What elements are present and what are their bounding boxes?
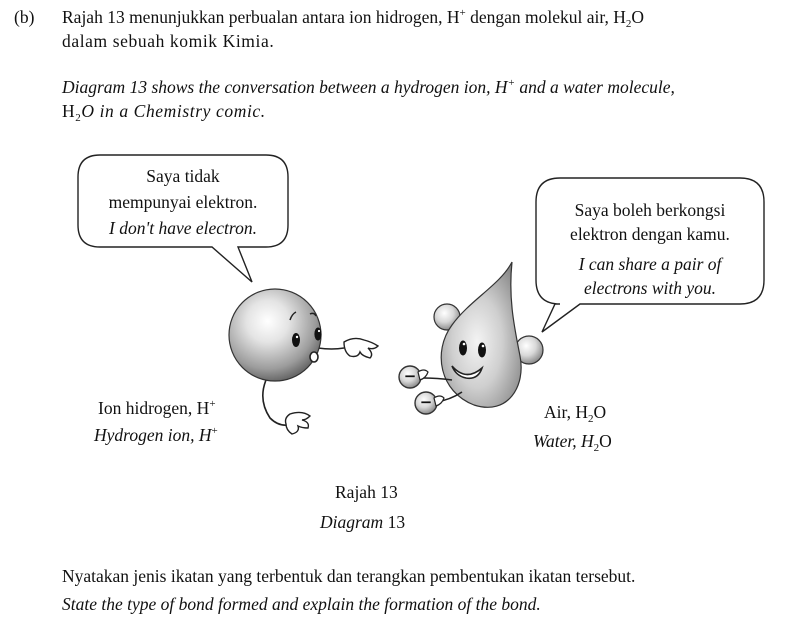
right-bubble-line1: Saya boleh berkongsi: [574, 200, 726, 220]
caption-ms: Rajah 13: [335, 482, 398, 502]
electron-2-minus: −: [419, 393, 433, 411]
task-en: State the type of bond formed and explain the formation of the bond.: [62, 594, 541, 614]
caption-en-word: Diagram: [320, 512, 384, 532]
left-bubble-line1: Saya tidak: [146, 166, 220, 186]
left-bubble-line3: I don't have electron.: [109, 218, 257, 238]
question-ms-line2: dalam sebuah komik Kimia.: [62, 31, 275, 51]
hydrogen-ion-label-ms: Ion hidrogen, H+: [98, 398, 216, 418]
right-bubble-line2: elektron dengan kamu.: [570, 224, 730, 244]
hydrogen-ion-character: [229, 289, 378, 434]
water-molecule-character: [422, 262, 543, 407]
question-ms-line1: Rajah 13 menunjukkan perbualan antara ion hidrogen, H+ dengan molekul air, $H_2O$: [62, 7, 645, 30]
task-ms: Nyatakan jenis ikatan yang terbentuk dan terangkan pembentukan ikatan tersebut.: [62, 566, 636, 586]
electron-1-minus: −: [403, 367, 417, 385]
hydrogen-ion-label-en: Hydrogen ion, H+: [94, 425, 218, 445]
water-label-ms: Air, $H_2O$: [544, 402, 607, 425]
question-en-line1: Diagram 13 shows the conversation between a hydrogen ion, H+ and a water molecule,: [62, 77, 675, 97]
water-label-en: Water, $H_2O$: [533, 431, 612, 454]
caption-en: [320, 511, 405, 533]
left-bubble-line2: mempunyai elektron.: [108, 192, 258, 212]
right-bubble-line3: I can share a pair of: [578, 254, 722, 274]
part-label: (b): [14, 7, 35, 27]
caption-en-number: 13: [383, 512, 406, 532]
right-bubble-line4: electrons with you.: [583, 278, 717, 298]
question-en-line2: $H_2O$ in a Chemistry comic.: [62, 101, 266, 124]
